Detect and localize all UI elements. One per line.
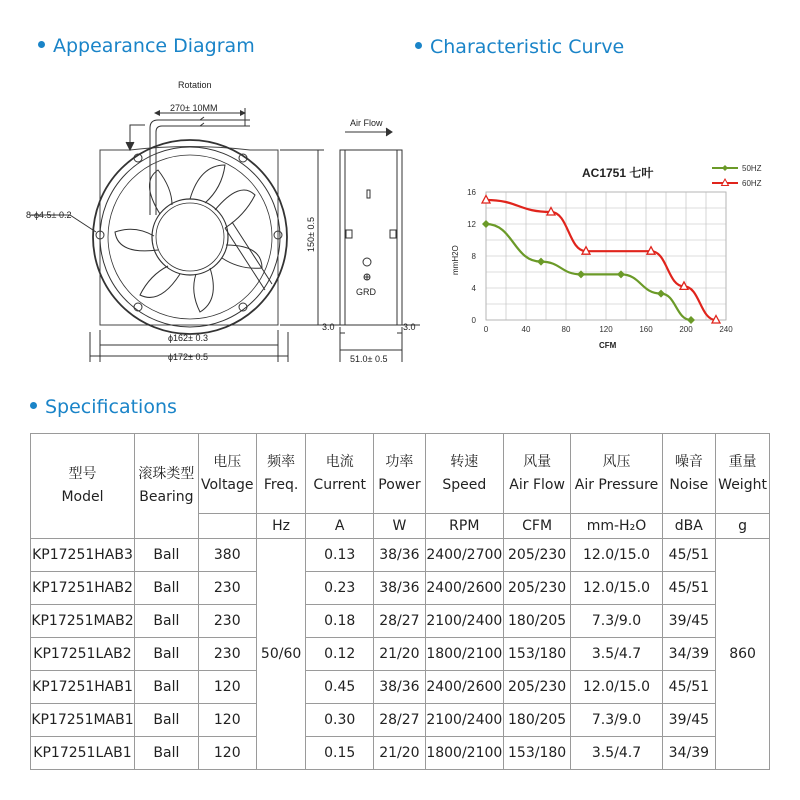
unit-cell: CFM <box>503 514 571 539</box>
x-tick-label: 160 <box>639 325 653 334</box>
bearing-cell: Ball <box>134 605 198 638</box>
legend-marker <box>722 165 728 171</box>
header-cell <box>662 434 716 514</box>
power-cell: 21/20 <box>374 638 426 671</box>
current-cell: 0.12 <box>306 638 374 671</box>
speed-cell: 2400/2600 <box>425 572 503 605</box>
header-cn-label: 功率 <box>385 453 414 470</box>
power-cell: 28/27 <box>374 704 426 737</box>
table-row <box>31 572 770 605</box>
noise-cell: 39/45 <box>662 704 716 737</box>
x-tick-label: 0 <box>483 325 489 334</box>
unit-cell <box>198 514 256 539</box>
bearing-cell: Ball <box>134 737 198 770</box>
x-tick-label: 200 <box>679 325 693 334</box>
speed-cell: 1800/2100 <box>425 737 503 770</box>
header-en-label: Noise <box>669 476 709 493</box>
airflow-cell: 180/205 <box>503 704 571 737</box>
height-label: 150± 0.5 <box>306 217 316 252</box>
bullet-icon <box>38 41 45 48</box>
model-cell: KP17251HAB3 <box>31 539 135 572</box>
header-en-label: Bearing <box>139 489 194 505</box>
specs-section-title: Specifications <box>30 396 177 418</box>
curve-section-title: Characteristic Curve <box>415 36 624 58</box>
y-tick-label: 0 <box>471 316 476 325</box>
model-cell: KP17251LAB2 <box>31 638 135 671</box>
power-cell: 28/27 <box>374 605 426 638</box>
characteristic-curve-chart <box>440 150 770 360</box>
pressure-cell: 3.5/4.7 <box>571 737 662 770</box>
freq-cell: 50/60 <box>256 539 306 770</box>
unit-cell: dBA <box>662 514 716 539</box>
model-cell: KP17251LAB1 <box>31 737 135 770</box>
header-en-label: Air Flow <box>509 476 565 493</box>
y-tick-label: 8 <box>471 252 476 261</box>
rotation-label: Rotation <box>178 80 212 90</box>
legend-label: 50HZ <box>742 164 762 173</box>
header-en-label: Speed <box>442 476 487 493</box>
table-row <box>31 605 770 638</box>
header-cn-label: 电压 <box>213 453 242 470</box>
y-tick-label: 16 <box>467 188 476 197</box>
unit-cell: RPM <box>425 514 503 539</box>
header-cn-label: 滚珠类型 <box>138 466 195 482</box>
airflow-cell: 205/230 <box>503 671 571 704</box>
bearing-cell: Ball <box>134 638 198 671</box>
pressure-cell: 7.3/9.0 <box>571 704 662 737</box>
x-axis-label: CFM <box>599 341 617 350</box>
header-cn-label: 转速 <box>450 453 479 470</box>
legend-label: 60HZ <box>742 179 762 188</box>
pressure-cell: 12.0/15.0 <box>571 572 662 605</box>
header-cell <box>31 434 135 539</box>
airflow-cell: 153/180 <box>503 638 571 671</box>
grd-label: GRD <box>356 287 376 297</box>
table-header-row <box>31 434 770 514</box>
header-cn-label: 风压 <box>602 453 631 470</box>
speed-cell: 2100/2400 <box>425 704 503 737</box>
noise-cell: 39/45 <box>662 605 716 638</box>
y-axis-label: mmH2O <box>451 245 460 275</box>
bearing-cell: Ball <box>134 704 198 737</box>
header-cell <box>571 434 662 514</box>
header-cn-label: 重量 <box>728 453 757 470</box>
pressure-cell: 12.0/15.0 <box>571 539 662 572</box>
voltage-cell: 120 <box>198 671 256 704</box>
x-tick-label: 80 <box>561 325 571 334</box>
voltage-cell: 380 <box>198 539 256 572</box>
model-cell: KP17251HAB2 <box>31 572 135 605</box>
dia-172-label: ϕ172± 0.5 <box>168 352 209 362</box>
header-cell <box>256 434 306 514</box>
header-cell <box>374 434 426 514</box>
depth-label: 51.0± 0.5 <box>350 354 388 364</box>
current-cell: 0.30 <box>306 704 374 737</box>
header-en-label: Air Pressure <box>574 476 659 493</box>
power-cell: 38/36 <box>374 539 426 572</box>
noise-cell: 34/39 <box>662 737 716 770</box>
voltage-cell: 230 <box>198 572 256 605</box>
y-tick-label: 4 <box>471 284 476 293</box>
header-cn-label: 频率 <box>267 453 296 470</box>
header-cn-label: 型号 <box>68 466 97 482</box>
flange-right-label: 3.0 <box>403 322 416 332</box>
voltage-cell: 120 <box>198 737 256 770</box>
header-cell <box>425 434 503 514</box>
speed-cell: 2100/2400 <box>425 605 503 638</box>
table-row <box>31 539 770 572</box>
power-cell: 21/20 <box>374 737 426 770</box>
unit-cell: Hz <box>256 514 306 539</box>
table-row <box>31 737 770 770</box>
x-tick-label: 40 <box>521 325 531 334</box>
table-row <box>31 704 770 737</box>
bearing-cell: Ball <box>134 539 198 572</box>
voltage-cell: 230 <box>198 605 256 638</box>
power-cell: 38/36 <box>374 671 426 704</box>
lead-length-label: 270± 10MM <box>170 103 218 113</box>
appearance-section-title: Appearance Diagram <box>38 35 255 57</box>
header-cell <box>134 434 198 539</box>
specifications-table <box>30 433 770 770</box>
bearing-cell: Ball <box>134 671 198 704</box>
noise-cell: 45/51 <box>662 539 716 572</box>
voltage-cell: 120 <box>198 704 256 737</box>
current-cell: 0.23 <box>306 572 374 605</box>
appearance-diagram <box>0 60 440 380</box>
header-en-label: Model <box>61 489 104 505</box>
unit-cell: A <box>306 514 374 539</box>
current-cell: 0.13 <box>306 539 374 572</box>
noise-cell: 34/39 <box>662 638 716 671</box>
voltage-cell: 230 <box>198 638 256 671</box>
y-tick-label: 12 <box>467 220 476 229</box>
header-cn-label: 电流 <box>325 453 354 470</box>
weight-cell: 860 <box>716 539 770 770</box>
bullet-icon <box>30 402 37 409</box>
header-cn-label: 噪音 <box>674 453 703 470</box>
bearing-cell: Ball <box>134 572 198 605</box>
header-cn-label: 风量 <box>523 453 552 470</box>
speed-cell: 2400/2600 <box>425 671 503 704</box>
chart-legend <box>712 164 762 188</box>
dia-162-label: ϕ162± 0.3 <box>168 333 209 343</box>
bullet-icon <box>415 42 422 49</box>
airflow-cell: 180/205 <box>503 605 571 638</box>
flange-left-label: 3.0 <box>322 322 335 332</box>
header-en-label: Power <box>378 476 421 493</box>
air-flow-label: Air Flow <box>350 118 383 128</box>
current-cell: 0.45 <box>306 671 374 704</box>
header-en-label: Voltage <box>201 476 254 493</box>
table-row <box>31 671 770 704</box>
noise-cell: 45/51 <box>662 671 716 704</box>
header-en-label: Current <box>313 476 367 493</box>
current-cell: 0.15 <box>306 737 374 770</box>
pressure-cell: 12.0/15.0 <box>571 671 662 704</box>
chart-title: AC1751 七叶 <box>582 166 654 180</box>
model-cell: KP17251HAB1 <box>31 671 135 704</box>
header-en-label: Weight <box>718 476 767 493</box>
airflow-cell: 153/180 <box>503 737 571 770</box>
hole-spec-label: 8-ϕ4.5± 0.2 <box>26 210 72 220</box>
header-cell <box>198 434 256 514</box>
unit-cell: W <box>374 514 426 539</box>
model-cell: KP17251MAB2 <box>31 605 135 638</box>
power-cell: 38/36 <box>374 572 426 605</box>
header-cell <box>306 434 374 514</box>
airflow-cell: 205/230 <box>503 572 571 605</box>
model-cell: KP17251MAB1 <box>31 704 135 737</box>
unit-cell: g <box>716 514 770 539</box>
x-tick-label: 120 <box>599 325 613 334</box>
pressure-cell: 3.5/4.7 <box>571 638 662 671</box>
chart-grid <box>486 192 726 320</box>
unit-cell: mm-H₂O <box>571 514 662 539</box>
speed-cell: 1800/2100 <box>425 638 503 671</box>
current-cell: 0.18 <box>306 605 374 638</box>
pressure-cell: 7.3/9.0 <box>571 605 662 638</box>
x-tick-label: 240 <box>719 325 733 334</box>
table-row <box>31 638 770 671</box>
header-en-label: Freq. <box>263 476 299 493</box>
airflow-cell: 205/230 <box>503 539 571 572</box>
speed-cell: 2400/2700 <box>425 539 503 572</box>
noise-cell: 45/51 <box>662 572 716 605</box>
header-cell <box>503 434 571 514</box>
header-cell <box>716 434 770 514</box>
